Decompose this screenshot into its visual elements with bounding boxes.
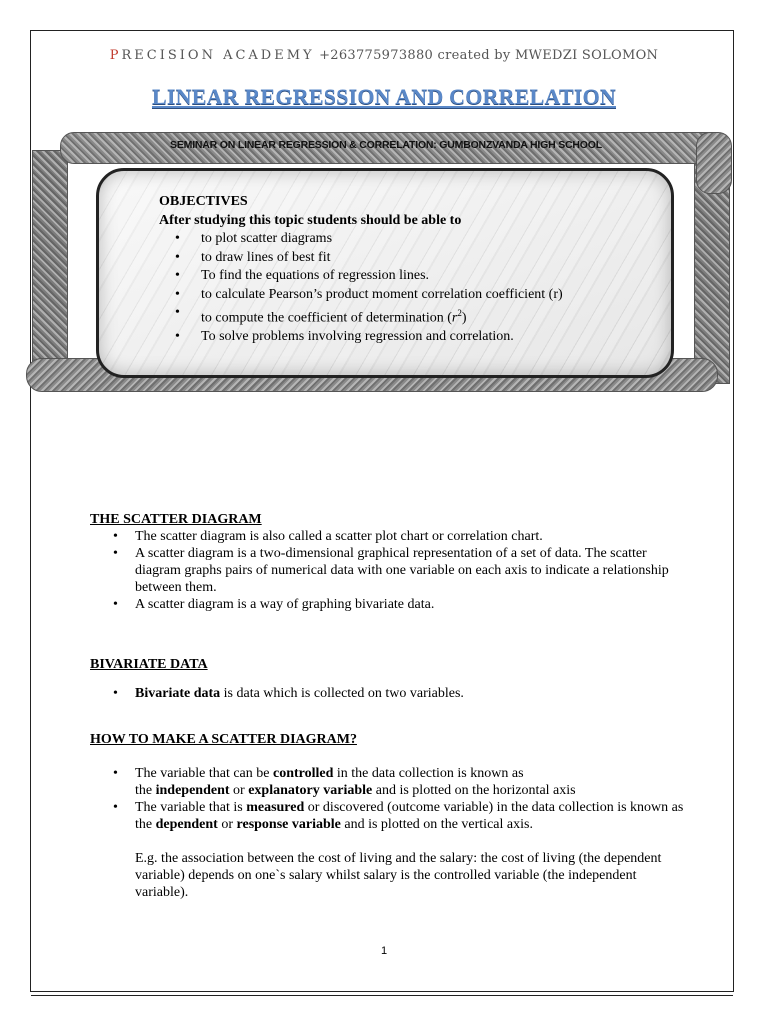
objectives-list: [159, 230, 563, 347]
objectives-banner: [26, 130, 734, 392]
objectives-intro: After studying this topic students should be able to: [159, 212, 462, 228]
objective-item: • To find the equations of regression lines.: [201, 267, 563, 286]
objective-item: • to calculate Pearson’s product moment correlation coefficient (r): [201, 286, 563, 305]
document-header: [0, 48, 768, 63]
example-paragraph: E.g. the association between the cost of living and the salary: the cost of living (the dependent variable) depends on one`s salary whilst salary is the controlled variable (the independent variable).: [135, 851, 662, 900]
objective-item: • to compute the coefficient of determination $(r^2)$: [201, 304, 563, 328]
howto-section: [90, 731, 690, 901]
page-title: LINEAR REGRESSION AND CORRELATION: [151, 84, 616, 109]
brand-name: PRECISION ACADEMY: [109, 48, 315, 63]
howto-heading: HOW TO MAKE A SCATTER DIAGRAM?: [90, 732, 357, 747]
objective-item: • to plot scatter diagrams: [201, 230, 563, 249]
list-item: • A scatter diagram is a two-dimensional graphical representation of a set of data. The scatter diagram graphs pairs of numerical data with one variable on each axis to indicate a relationship between them.: [135, 545, 690, 596]
objective-item: • To solve problems involving regression and correlation.: [201, 328, 563, 347]
scatter-section: [90, 511, 690, 613]
objectives-panel: [96, 168, 674, 378]
seminar-title: SEMINAR ON LINEAR REGRESSION & CORRELATION: GUMBONZVANDA HIGH SCHOOL: [170, 139, 602, 151]
list-item: • A scatter diagram is a way of graphing bivariate data.: [135, 596, 690, 613]
bivariate-heading: BIVARIATE DATA: [90, 657, 208, 672]
scatter-heading: THE SCATTER DIAGRAM: [90, 512, 262, 527]
list-item: • The variable that is measured or discovered (outcome variable) in the data collection is known as the dependent or response variable and is plotted on the vertical axis.: [135, 799, 690, 833]
list-item: • The variable that can be controlled in the data collection is known as the independent or explanatory variable and is plotted on the horizontal axis: [135, 765, 690, 799]
scroll-left-edge: [32, 150, 68, 384]
list-item: • Bivariate data is data which is collected on two variables.: [135, 685, 690, 702]
list-item: • The scatter diagram is also called a scatter plot chart or correlation chart.: [135, 528, 690, 545]
scatter-list: [90, 528, 690, 613]
objectives-title: OBJECTIVES: [159, 194, 248, 209]
header-contact: +263775973880 created by MWEDZI SOLOMON: [319, 48, 659, 63]
objectives-block: [159, 193, 563, 347]
scroll-top-right-curl: [696, 132, 732, 194]
bivariate-section: [90, 656, 690, 702]
objective-item: • to draw lines of best fit: [201, 249, 563, 268]
howto-list: [90, 765, 690, 833]
bivariate-list: [90, 685, 690, 702]
page-number: 1: [380, 945, 388, 957]
